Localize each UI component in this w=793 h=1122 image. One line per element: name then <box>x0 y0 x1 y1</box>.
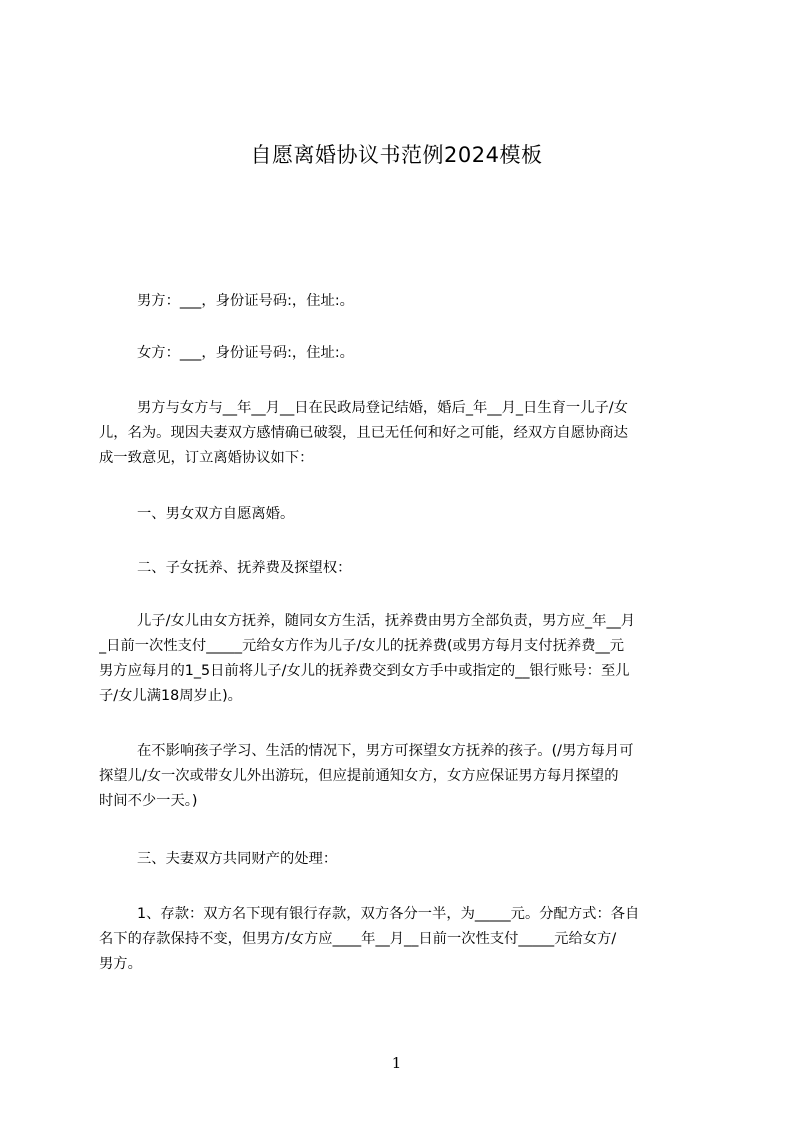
text-line: 探望儿/女一次或带女儿外出游玩，但应提前通知女方，女方应保证男方每月探望的 <box>99 768 619 784</box>
page-number: 1 <box>391 1054 402 1072</box>
text-line: 名下的存款保持不变，但男方/女方应____年__月__日前一次性支付_____元给女方/ <box>99 931 617 947</box>
paragraph-husband-info <box>99 289 699 314</box>
paragraph-marriage-statement <box>99 396 699 471</box>
paragraph-deposits <box>99 902 699 977</box>
text-line: 时间不少一天。) <box>99 793 198 809</box>
page-title: 自愿离婚协议书范例2024模板 <box>250 143 543 167</box>
text-line: 在不影响孩子学习、生活的情况下，男方可探望女方抚养的孩子。(/男方每月可 <box>137 743 634 759</box>
text-line: 男方应每月的1_5日前将儿子/女儿的抚养费交到女方手中或指定的__银行账号：至儿 <box>99 663 630 679</box>
text-line: 成一致意见，订立离婚协议如下： <box>99 450 314 466</box>
text-line: 男方：___，身份证号码:，住址:。 <box>137 293 354 309</box>
paragraph-wife-info <box>99 341 699 366</box>
section-heading-2 <box>99 556 699 581</box>
text-line: 儿，名为。现因夫妻双方感情确已破裂，且已无任何和好之可能，经双方自愿协商达 <box>99 425 628 441</box>
text-line: 一、男女双方自愿离婚。 <box>137 506 295 522</box>
text-line: 二、子女抚养、抚养费及探望权： <box>137 560 352 576</box>
paragraph-child-support <box>99 609 699 709</box>
section-heading-1 <box>99 502 699 527</box>
text-line: 男方与女方与__年__月__日在民政局登记结婚，婚后_年__月_日生育一儿子/女 <box>137 400 628 416</box>
text-line: 三、夫妻双方共同财产的处理： <box>137 851 338 867</box>
text-line: 女方：___，身份证号码:，住址:。 <box>137 345 354 361</box>
text-line: 男方。 <box>99 956 142 972</box>
text-line: 1、存款：双方名下现有银行存款，双方各分一半，为_____元。分配方式：各自 <box>137 906 640 922</box>
text-line: 子/女儿满18周岁止)。 <box>99 688 242 704</box>
section-heading-3 <box>99 847 699 872</box>
text-line: _日前一次性支付_____元给女方作为儿子/女儿的抚养费(或男方每月支付抚养费__元 <box>99 638 625 654</box>
text-line: 儿子/女儿由女方抚养，随同女方生活，抚养费由男方全部负责，男方应_年__月 <box>137 613 636 629</box>
paragraph-visitation <box>99 739 699 814</box>
